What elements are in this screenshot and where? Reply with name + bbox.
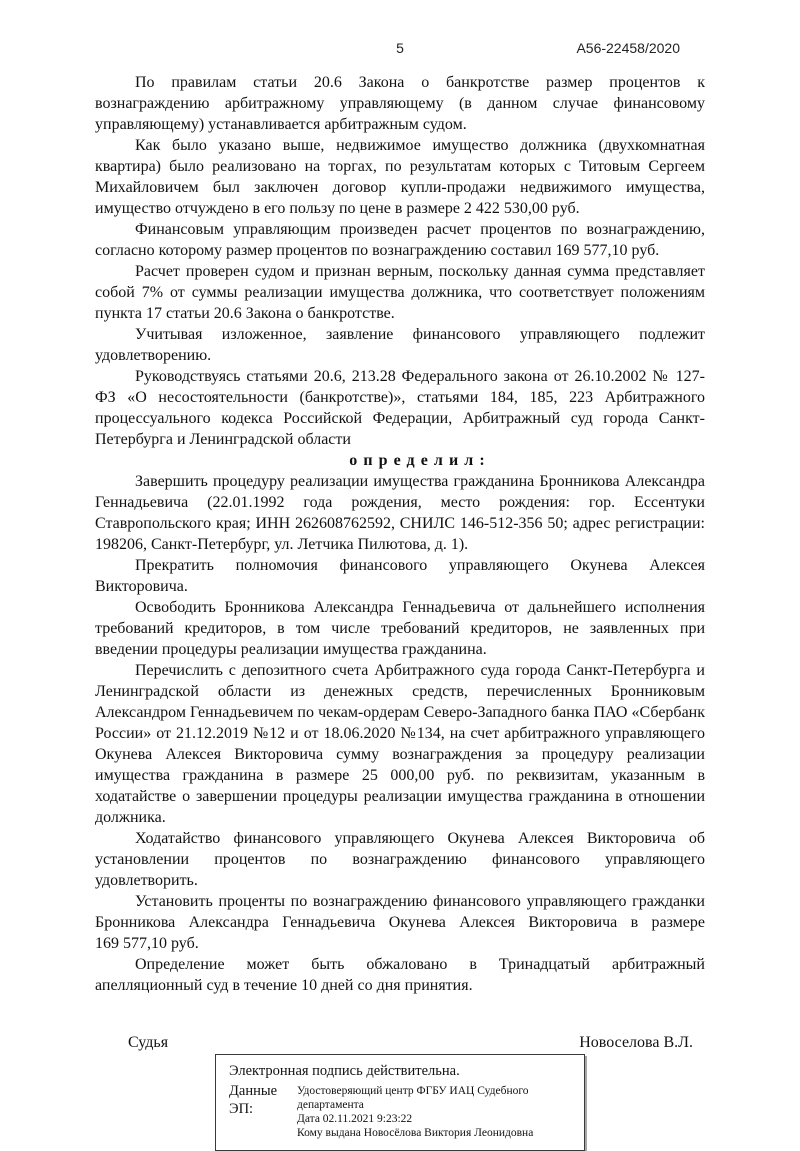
paragraph: Учитывая изложенное, заявление финансового управляющего подлежит удовлетворению. xyxy=(95,326,705,364)
ruling-paragraph: Определение может быть обжаловано в Тринадцатый арбитражный апелляционный суд в течение 10 дней со дня принятия. xyxy=(95,956,705,994)
ruling-paragraph: Завершить процедуру реализации имущества гражданина Бронникова Александра Геннадьевича (22.01.1992 года рождения, место рождения: гор. Ессентуки Ставропольского края; ИНН 262608762592, СНИЛС 146-512-356 50; адрес регистрации: 198206, Санкт-Петербург, ул. Летчика Пилютова, д. 1). xyxy=(95,473,705,553)
ruling-paragraph: Освободить Бронникова Александра Геннадьевича от дальнейшего исполнения требований кредиторов, в том числе требований кредиторов, не заявленных при введении процедуры реализации имущества гражданина. xyxy=(95,599,705,658)
paragraph: Расчет проверен судом и признан верным, поскольку данная сумма представляет собой 7% от суммы реализации имущества должника, что соответствует положениям пункта 17 статьи 20.6 Закона о банкротстве. xyxy=(95,263,705,322)
paragraph: Финансовым управляющим произведен расчет процентов по вознаграждению, согласно которому размер процентов по вознаграждению составил 169 577,10 руб. xyxy=(95,221,705,259)
case-number: А56-22458/2020 xyxy=(576,40,680,56)
page-number: 5 xyxy=(396,40,404,56)
judge-label: Судья xyxy=(128,1034,169,1051)
ruling-paragraph: Перечислить с депозитного счета Арбитражного суда города Санкт-Петербурга и Ленинградской области из денежных средств, перечисленных Бронниковым Александром Геннадьевичем по чекам-ордерам Северо-Западного банка ПАО «Сбербанк России» от 21.12.2019 №12 и от 18.06.2020 №134, на счет арбитражного управляющего Окунева Алексея Викторовича сумму вознаграждения за процедуру реализации имущества гражданина в размере 25 000,00 руб. по реквизитам, указанным в ходатайстве о завершении процедуры реализации имущества гражданина в отношении должника. xyxy=(95,662,705,826)
signature-row xyxy=(95,1032,705,1053)
judge-name: Новоселова В.Л. xyxy=(579,1034,693,1051)
electronic-signature-stamp xyxy=(215,1054,585,1151)
stamp-detail-line: Дата 02.11.2021 9:23:22 xyxy=(297,1112,413,1125)
paragraph: Руководствуясь статьями 20.6, 213.28 Федерального закона от 26.10.2002 № 127-ФЗ «О несостоятельности (банкротстве)», статьями 184, 185, 223 Арбитражного процессуального кодекса Российской Федерации, Арбитражный суд города Санкт-Петербурга и Ленинградской области xyxy=(95,368,705,448)
stamp-validity-text: Электронная подпись действительна. xyxy=(229,1063,460,1079)
stamp-data-row xyxy=(229,1082,574,1141)
stamp-data-label: Данные ЭП: xyxy=(229,1083,278,1117)
stamp-details xyxy=(297,1082,574,1141)
ruling-paragraph: Установить проценты по вознаграждению финансового управляющего гражданки Бронникова Александра Геннадьевича Окунева Алексея Викторовича в размере 169 577,10 руб. xyxy=(95,893,705,952)
stamp-detail-line: Удостоверяющий центр ФГБУ ИАЦ Судебного департамента xyxy=(297,1085,529,1111)
paragraph: По правилам статьи 20.6 Закона о банкротстве размер процентов к вознаграждению арбитражному управляющему (в данном случае финансовому управляющему) устанавливается арбитражным судом. xyxy=(95,74,705,133)
ruling-paragraph: Ходатайство финансового управляющего Окунева Алексея Викторовича об установлении процентов по вознаграждению финансового управляющего удовлетворить. xyxy=(95,830,705,889)
document-body xyxy=(95,72,705,1151)
page-header xyxy=(0,40,800,58)
ruling-heading: определил: xyxy=(349,452,491,469)
stamp-detail-line: Кому выдана Новосёлова Виктория Леонидовна xyxy=(297,1126,534,1139)
ruling-paragraph: Прекратить полномочия финансового управляющего Окунева Алексея Викторовича. xyxy=(95,557,705,595)
paragraph: Как было указано выше, недвижимое имущество должника (двухкомнатная квартира) было реализовано на торгах, по результатам которых с Титовым Сергеем Михайловичем был заключен договор купли-продажи недвижимого имущества, имущество отчуждено в его пользу по цене в размере 2 422 530,00 руб. xyxy=(95,137,705,217)
